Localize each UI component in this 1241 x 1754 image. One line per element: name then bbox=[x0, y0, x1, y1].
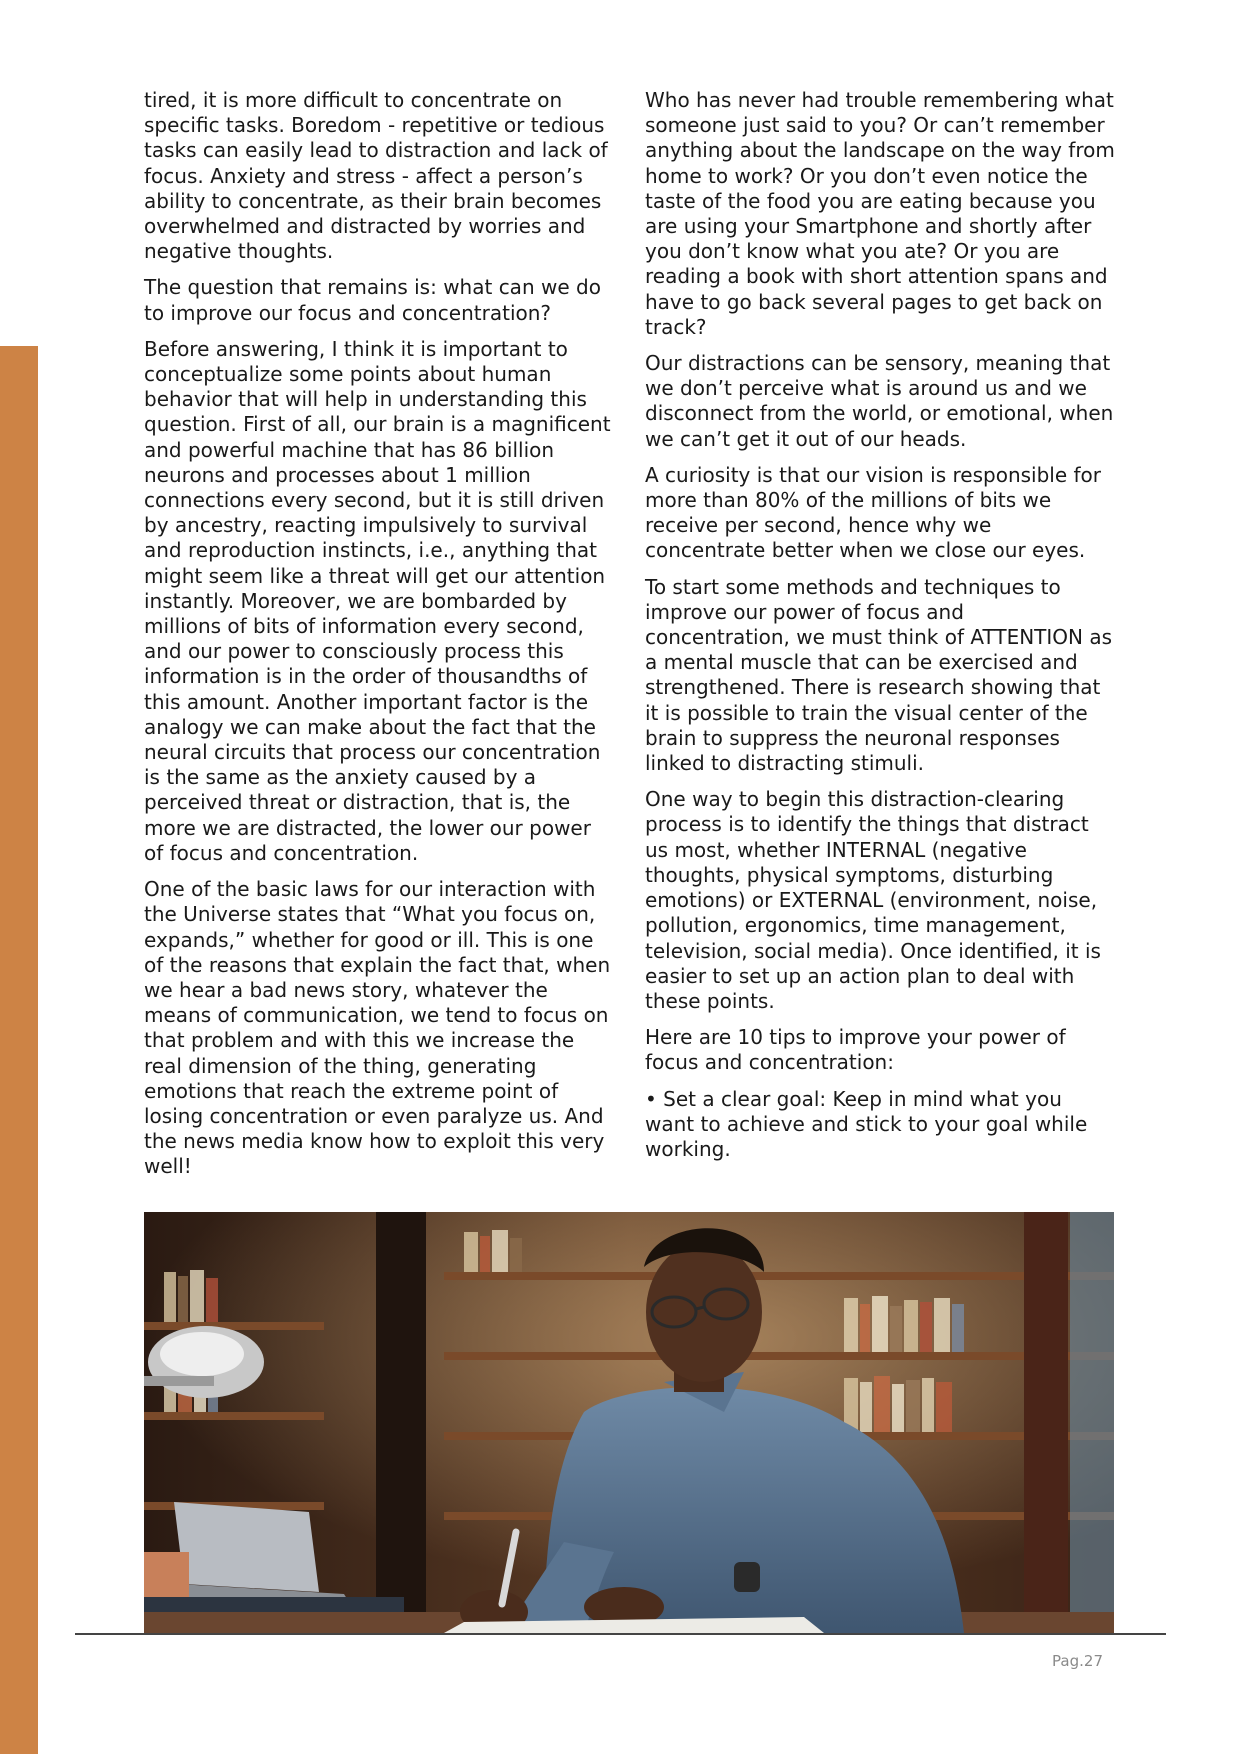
paragraph: Who has never had trouble remembering what someone just said to you? Or can’t remember anything about the landscape on the way from home to work? Or you don’t even notice the taste of the food you are eating because you are using your Smartphone and shortly after you don’t know what you ate? Or you are reading a book with short attention spans and have to go back several pages to get back on track? bbox=[645, 88, 1115, 339]
library-student-photo bbox=[144, 1212, 1114, 1633]
paragraph: A curiosity is that our vision is responsible for more than 80% of the millions of bits we receive per second, hence why we concentrate better when we close our eyes. bbox=[645, 462, 1102, 563]
accent-side-bar bbox=[0, 346, 38, 1754]
paragraph: One of the basic laws for our interaction with the Universe states that “What you focus on, expands,” whether for good or ill. This is one of the reasons that explain the fact that, when we hear a bad news story, whatever the means of communication, we tend to focus on that problem and with this we increase the real dimension of the thing, generating emotions that reach the extreme point of losing concentration or even paralyze us. And the news media know how to exploit this very well! bbox=[144, 877, 611, 1179]
footer-divider bbox=[75, 1633, 1166, 1635]
paragraph: To start some methods and techniques to improve our power of focus and concentration, we must think of ATTENTION as a mental muscle that can be exercised and strengthened. There is research showing that it is possible to train the visual center of the brain to suppress the neuronal responses linked to distracting stimuli. bbox=[645, 574, 1113, 776]
paragraph: Before answering, I think it is important to conceptualize some points about human behavior that will help in understanding this question. First of all, our brain is a magnificent and powerful machine that has 86 billion neurons and processes about 1 million connections every second, but it is still driven by ancestry, reacting impulsively to survival and reproduction instincts, i.e., anything that might seem like a threat will get our attention instantly. Moreover, we are bombarded by millions of bits of information every second, and our power to consciously process this information is in the order of thousandths of this amount. Another important factor is the analogy we can make about the fact that the neural circuits that process our concentration is the same as the anxiety caused by a perceived threat or distraction, that is, the more we are distracted, the lower our power of focus and concentration. bbox=[144, 336, 611, 865]
paragraph: The question that remains is: what can we do to improve our focus and concentration? bbox=[144, 275, 601, 325]
article-right-column bbox=[645, 88, 1115, 1173]
paragraph: One way to begin this distraction-clearing process is to identify the things that distract us most, whether INTERNAL (negative thoughts, physical symptoms, disturbing emotions) or EXTERNAL (environment, noise, pollution, ergonomics, time management, television, social media). Once identified, it is easier to set up an action plan to deal with these points. bbox=[645, 787, 1101, 1013]
article-left-column bbox=[144, 88, 614, 1191]
paragraph: tired, it is more difficult to concentrate on specific tasks. Boredom - repetitive or tedious tasks can easily lead to distraction and lack of focus. Anxiety and stress - affect a person’s ability to concentrate, as their brain becomes overwhelmed and distracted by worries and negative thoughts. bbox=[144, 88, 608, 264]
page-number: Pag.27 bbox=[1052, 1652, 1103, 1670]
paragraph: Here are 10 tips to improve your power of focus and concentration: bbox=[645, 1025, 1066, 1075]
paragraph: Our distractions can be sensory, meaning that we don’t perceive what is around us and we disconnect from the world, or emotional, when we can’t get it out of our heads. bbox=[645, 351, 1114, 451]
bullet-item: • Set a clear goal: Keep in mind what you want to achieve and stick to your goal while working. bbox=[645, 1086, 1088, 1161]
